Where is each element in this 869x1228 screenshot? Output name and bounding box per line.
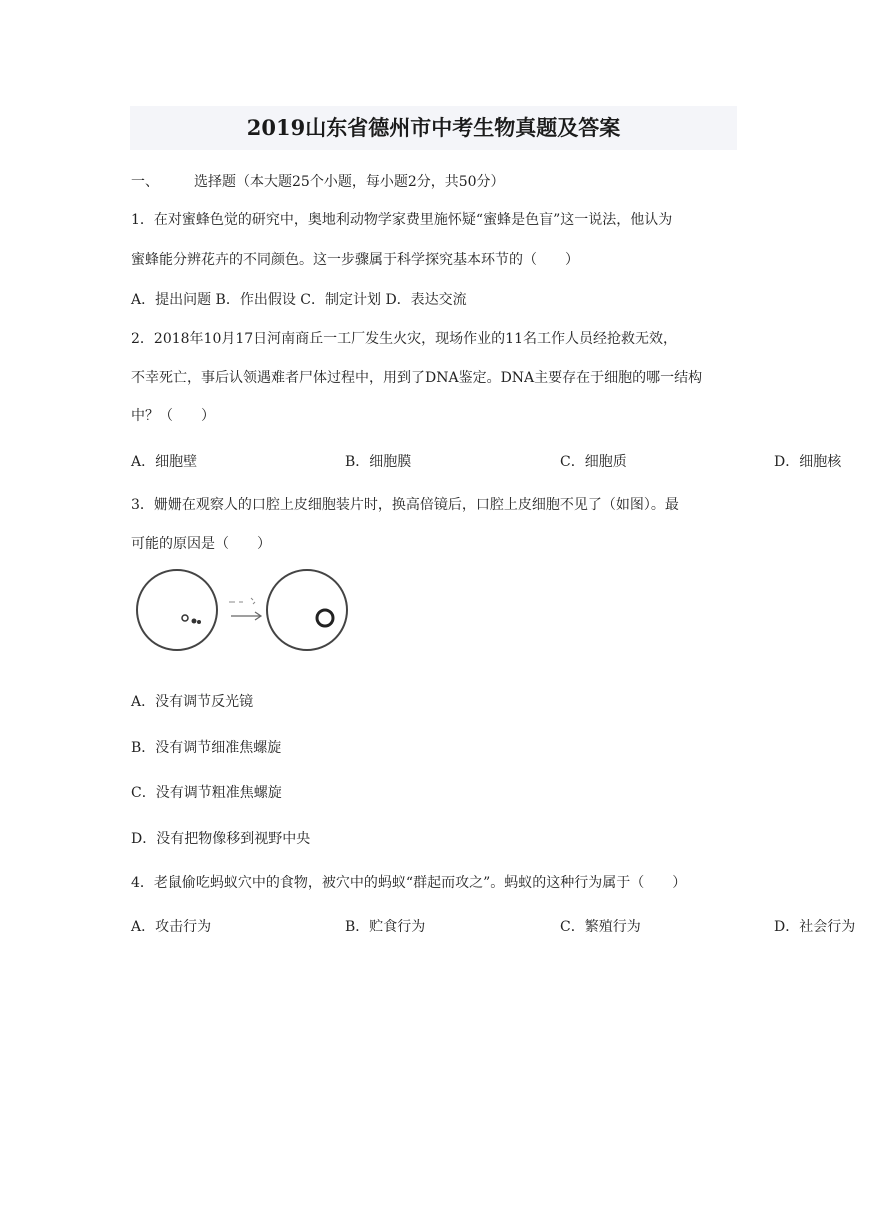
question-2-line-3: 中？（ ） (131, 408, 215, 424)
question-4-option-a: A．攻击行为 (131, 919, 212, 935)
question-3-option-c: C．没有调节粗准焦螺旋 (131, 785, 282, 801)
question-2-option-d: D．细胞核 (774, 454, 842, 470)
question-3-line-2: 可能的原因是（ ） (131, 536, 271, 552)
section-title: 选择题（本大题25个小题，每小题2分，共50分） (194, 174, 505, 190)
small-cell-dot (192, 619, 197, 624)
arrow-tick-marks (251, 598, 255, 604)
enlarged-cell-ring (317, 610, 333, 626)
question-4-option-b: B．贮食行为 (345, 919, 426, 935)
small-cell-ring (182, 615, 188, 621)
high-power-field-circle (267, 570, 347, 650)
low-power-field-circle (137, 570, 217, 650)
section-heading (131, 172, 505, 192)
question-1-line-1: 1．在对蜜蜂色觉的研究中，奥地利动物学家费里施怀疑“蜜蜂是色盲”这一说法，他认为 (131, 212, 673, 228)
question-2-option-b: B．细胞膜 (345, 454, 412, 470)
question-2-line-2: 不幸死亡，事后认领遇难者尸体过程中，用到了DNA鉴定。DNA主要存在于细胞的哪一结构 (131, 370, 703, 386)
question-4-line-1: 4．老鼠偷吃蚂蚁穴中的食物，被穴中的蚂蚁“群起而攻之”。蚂蚁的这种行为属于（ ） (131, 875, 687, 891)
question-1-options: A．提出问题 B．作出假设 C．制定计划 D．表达交流 (131, 292, 467, 308)
small-cell-dot-2 (197, 620, 201, 624)
question-3-option-a: A．没有调节反光镜 (131, 694, 254, 710)
question-3-option-d: D．没有把物像移到视野中央 (131, 831, 311, 847)
question-2-line-1: 2．2018年10月17日河南商丘一工厂发生火灾，现场作业的11名工作人员经抢救无效， (131, 331, 677, 347)
microscope-view-figure (133, 568, 353, 654)
question-2-option-c: C．细胞质 (560, 454, 627, 470)
question-3-line-1: 3．姗姗在观察人的口腔上皮细胞装片时，换高倍镜后，口腔上皮细胞不见了（如图）。最 (131, 497, 679, 513)
question-1-line-2: 蜜蜂能分辨花卉的不同颜色。这一步骤属于科学探究基本环节的（ ） (131, 252, 579, 268)
question-2-option-a: A．细胞壁 (131, 454, 198, 470)
page-title: 2019山东省德州市中考生物真题及答案 (246, 115, 621, 140)
section-number: 一、 (131, 174, 159, 190)
question-3-option-b: B．没有调节细准焦螺旋 (131, 740, 282, 756)
question-4-option-c: C．繁殖行为 (560, 919, 641, 935)
question-4-option-d: D．社会行为 (774, 919, 856, 935)
arrow-icon (231, 612, 261, 620)
